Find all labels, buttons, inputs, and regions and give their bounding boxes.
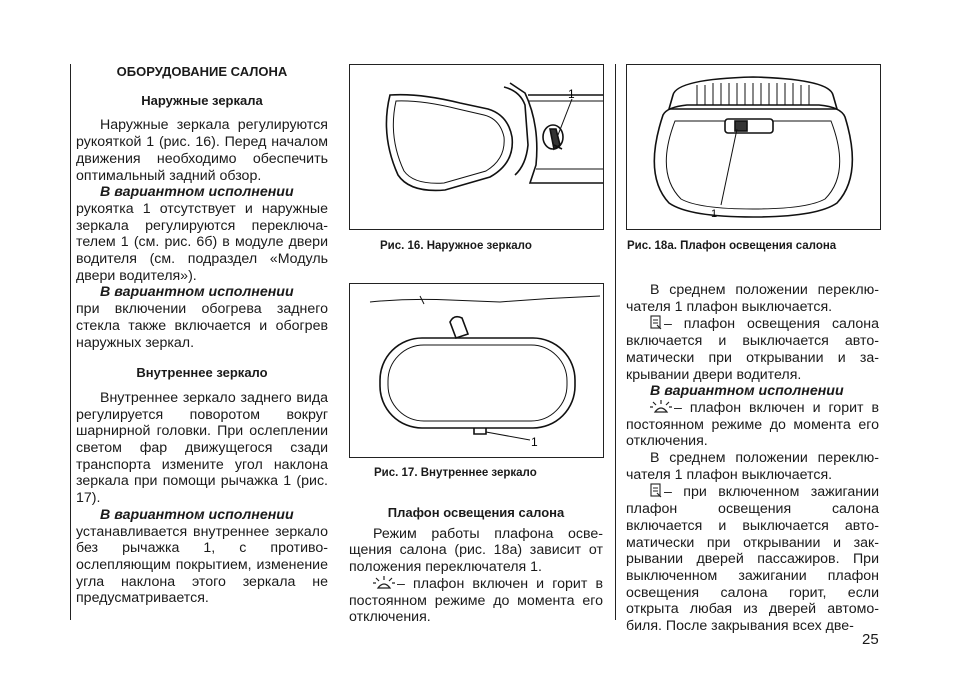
col3-variant-label: В вариантном исполнении [650,383,844,400]
figure-16-outer-mirror [349,64,604,230]
col3-para3: – плафон включен и горит в постоянном режиме до момента его отключения. [626,399,879,450]
inner-mirror-variant: устанавливается внутреннее зеркало без рычажка 1, с противоослепляющим покрытием, изменение угла наклона этого зеркала не предусматривается. [76,523,328,607]
column-rule-middle [615,64,616,620]
section-title: ОБОРУДОВАНИЕ САЛОНА [116,64,288,79]
variant-label: В вариантном исполнении [100,506,294,523]
fig16-callout: 1 [568,87,575,101]
column-rule-left [70,64,71,620]
fig18a-callout: 1 [711,208,718,220]
inner-mirror-para: Внутреннее зеркало заднего вида регулируется поворотом вокруг шарнирной головки. При ослеплении светом фар движущегося сзади транспорта измените угол наклона зеркала при помощи рычажка 1 (рис. 17). [76,389,328,507]
door-switch-icon [650,315,662,330]
page-number: 25 [862,631,879,648]
figure-16-caption: Рис. 16. Наружное зеркало [380,240,532,252]
figure-18a-ceiling-lamp [626,64,881,230]
column-3 [626,282,879,635]
outer-mirrors-variant1: рукоятка 1 отсутствует и наружные зеркала регулируются переключателем 1 (см. рис. 6б) в модуле двери водителя (см. подраздел «Модуль двери водителя»). [76,200,328,284]
figure-17-caption: Рис. 17. Внутреннее зеркало [374,467,537,479]
figure-17-inner-mirror [349,283,604,458]
variant-label: В вариантном исполнении [100,284,294,301]
outer-mirrors-para: Наружные зеркала регулируются рукояткой 1 (рис. 16). Перед началом движения необходимо обеспечить оптимальный задний обзор. [76,117,328,184]
door-switch-icon [650,483,662,498]
lamp-on-text: – плафон включен и горит в постоянном режиме до момента его отключения. [349,575,603,626]
column-1 [76,64,328,607]
fig17-callout: 1 [531,435,538,449]
heading-outer-mirrors: Наружные зеркала [141,92,263,108]
outer-mirrors-variant2: при включении обогрева заднего стекла также включается и обогрев наружных зеркал. [76,301,328,351]
col3-para1: В среднем положении переключателя 1 плафон выключается. [626,282,879,315]
figure-18a-caption: Рис. 18а. Плафон освещения салона [627,240,837,252]
col3-para4: В среднем положении переключателя 1 плафон выключается. [626,450,879,483]
lamp-on-icon [650,400,672,414]
lamp-on-icon [373,576,395,590]
lamp-mode-para: Режим работы плафона освещения салона (рис. 18а) зависит от положения переключателя 1. [349,525,603,576]
column-2 [349,505,603,626]
heading-inner-mirror: Внутреннее зеркало [136,365,268,381]
col3-para2: – плафон освещения салона включается и выключается автоматически при открывании и закрывании двери водителя. [626,316,879,383]
col3-para5: – при включенном зажигании плафон освещения салона включается и выключается автоматически при открывании и закрывании дверей пассажиров. При выключенном зажигании плафон освещения салона горит, если открыта любая из дверей автомобиля. После закрывания всех две- [626,484,879,635]
variant-label: В вариантном исполнении [100,184,294,201]
heading-ceiling-lamp: Плафон освещения салона [387,505,565,520]
